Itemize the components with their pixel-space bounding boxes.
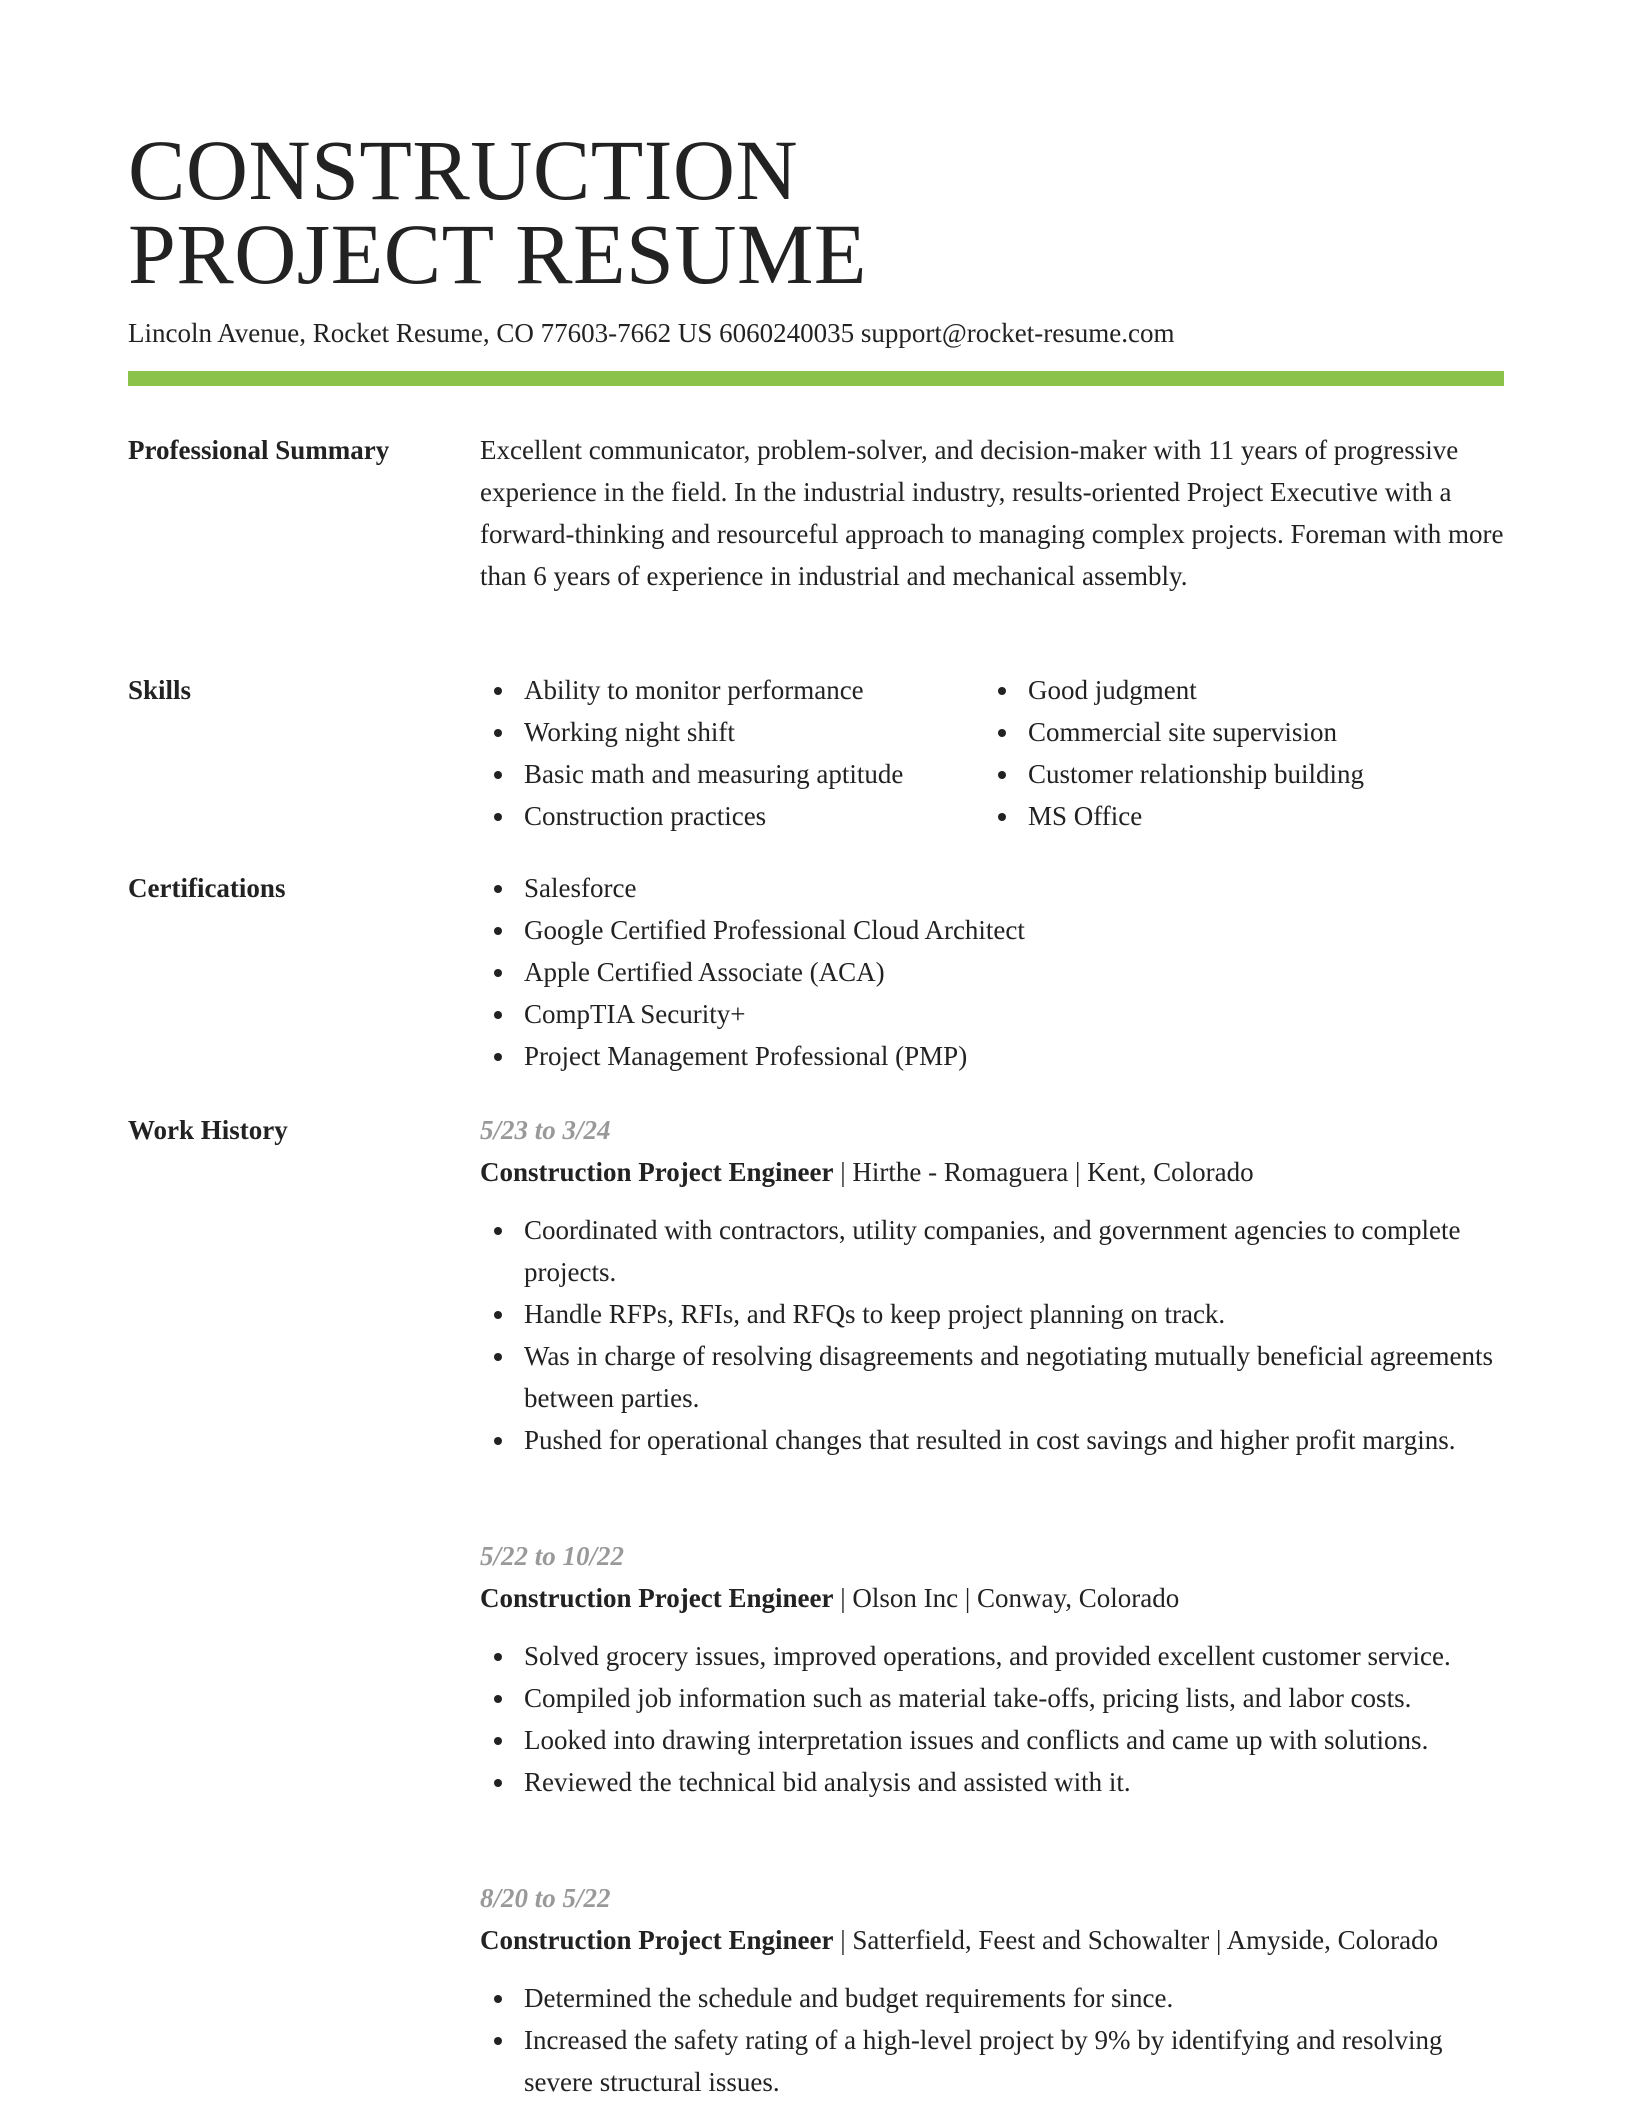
summary-label: Professional Summary	[128, 435, 390, 465]
job-bullet: Determined the schedule and budget requirements for since.	[480, 1977, 1510, 2019]
job-bullet: Pushed for operational changes that resulted in cost savings and higher profit margins.	[480, 1419, 1510, 1461]
job-entry	[480, 1109, 1510, 1461]
job-heading	[480, 1577, 1510, 1619]
job-dates: 5/23 to 3/24	[480, 1115, 611, 1145]
job-dates: 8/20 to 5/22	[480, 1883, 611, 1913]
skills-column-2	[984, 669, 1488, 837]
job-bullet: Looked into drawing interpretation issues and conflicts and came up with solutions.	[480, 1719, 1510, 1761]
certification-item: CompTIA Security+	[480, 993, 1510, 1035]
skill-item: Basic math and measuring aptitude	[480, 753, 984, 795]
resume-title	[128, 122, 1428, 302]
skills-column-1	[480, 669, 984, 837]
certifications-body	[480, 867, 1510, 1077]
certification-item: Project Management Professional (PMP)	[480, 1035, 1510, 1077]
title-line-1: CONSTRUCTION	[128, 122, 799, 218]
skills-body	[480, 669, 1510, 837]
skill-item: Commercial site supervision	[984, 711, 1488, 753]
skill-item: MS Office	[984, 795, 1488, 837]
job-bullet: Solved grocery issues, improved operations, and provided excellent customer service.	[480, 1635, 1510, 1677]
job-bullet: Compiled job information such as material take-offs, pricing lists, and labor costs.	[480, 1677, 1510, 1719]
header-divider	[128, 371, 1504, 386]
job-entry	[480, 1877, 1560, 2103]
job-details: | Olson Inc | Conway, Colorado	[833, 1583, 1180, 1613]
job-bullets	[480, 1977, 1510, 2103]
skill-item: Ability to monitor performance	[480, 669, 984, 711]
work-history-label: Work History	[128, 1115, 288, 1145]
certification-item: Google Certified Professional Cloud Architect	[480, 909, 1510, 951]
job-title: Construction Project Engineer	[480, 1583, 834, 1613]
job-bullets	[480, 1209, 1510, 1461]
job-title: Construction Project Engineer	[480, 1157, 834, 1187]
job-heading	[480, 1151, 1510, 1193]
summary-text: Excellent communicator, problem-solver, and decision-maker with 11 years of progressive experience in the field. In the industrial industry, results-oriented Project Executive with a forward-thinking and resourceful approach to managing complex projects. Foreman with more than 6 years of experience in industrial and mechanical assembly.	[480, 435, 1504, 591]
summary-body	[480, 429, 1510, 597]
skill-item: Construction practices	[480, 795, 984, 837]
job-details: | Satterfield, Feest and Schowalter | Amyside, Colorado	[833, 1925, 1439, 1955]
job-entry	[480, 1535, 1510, 1803]
skills-label: Skills	[128, 675, 192, 705]
skill-item: Working night shift	[480, 711, 984, 753]
contact-info: Lincoln Avenue, Rocket Resume, CO 77603-7662 US 6060240035 support@rocket-resume.com	[128, 318, 1175, 348]
certification-item: Salesforce	[480, 867, 1510, 909]
job-title: Construction Project Engineer	[480, 1925, 834, 1955]
job-bullet: Coordinated with contractors, utility companies, and government agencies to complete projects.	[480, 1209, 1510, 1293]
skill-item: Good judgment	[984, 669, 1488, 711]
title-line-2: PROJECT RESUME	[128, 206, 867, 302]
certifications-list	[480, 867, 1510, 1077]
certifications-label: Certifications	[128, 873, 286, 903]
job-bullet: Handle RFPs, RFIs, and RFQs to keep project planning on track.	[480, 1293, 1510, 1335]
job-bullet: Was in charge of resolving disagreements and negotiating mutually beneficial agreements between parties.	[480, 1335, 1510, 1419]
job-dates: 5/22 to 10/22	[480, 1541, 625, 1571]
job-heading	[480, 1919, 1560, 1961]
job-bullet: Reviewed the technical bid analysis and assisted with it.	[480, 1761, 1510, 1803]
certification-item: Apple Certified Associate (ACA)	[480, 951, 1510, 993]
job-bullet: Increased the safety rating of a high-level project by 9% by identifying and resolving severe structural issues.	[480, 2019, 1510, 2103]
skill-item: Customer relationship building	[984, 753, 1488, 795]
job-details: | Hirthe - Romaguera | Kent, Colorado	[833, 1157, 1254, 1187]
job-bullets	[480, 1635, 1510, 1803]
